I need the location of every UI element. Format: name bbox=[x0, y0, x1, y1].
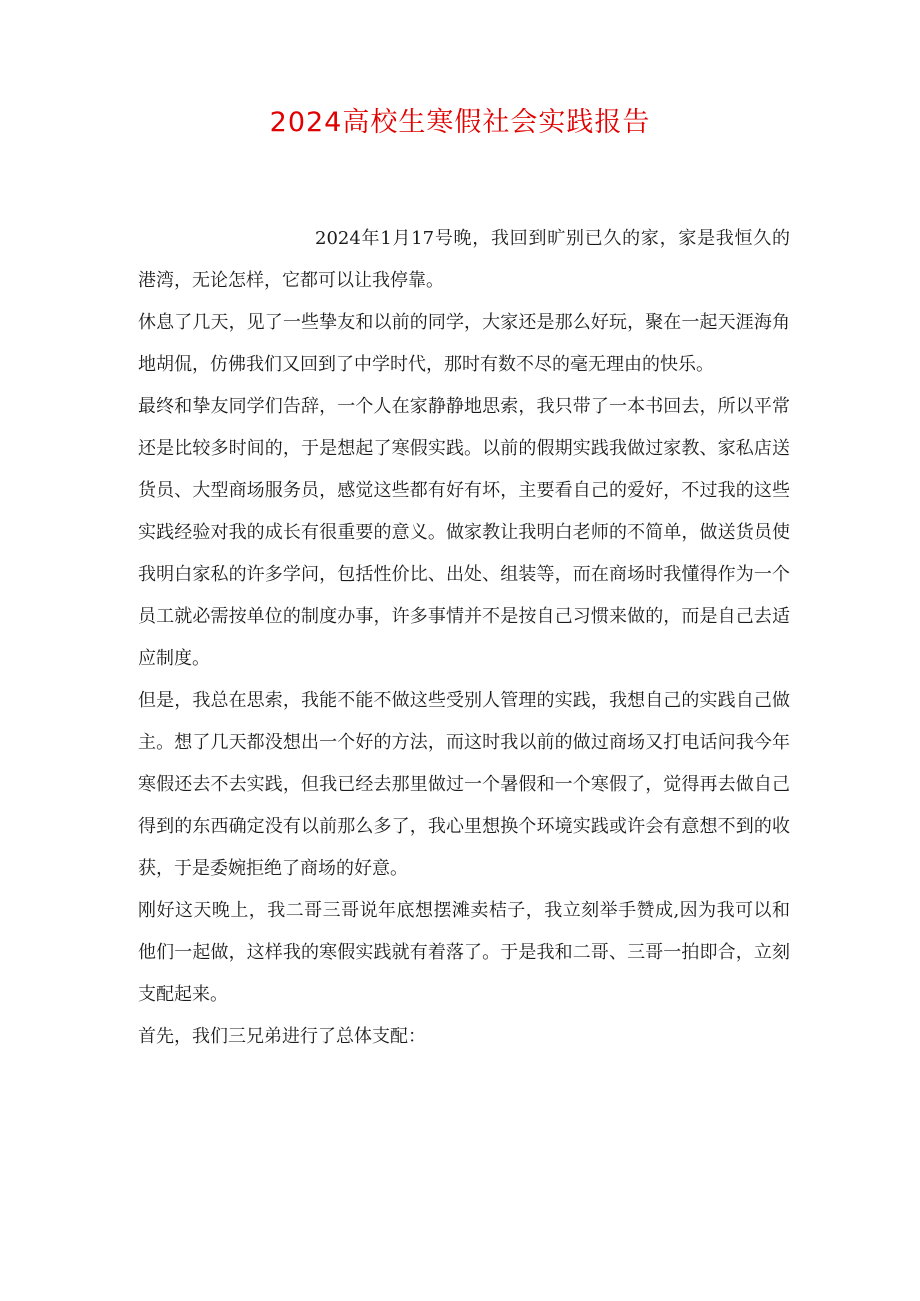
document-body bbox=[138, 218, 790, 1058]
document-title: 2024高校生寒假社会实践报告 bbox=[269, 107, 651, 138]
paragraph-2: 休息了几天，见了一些挚友和以前的同学，大家还是那么好玩，聚在一起天涯海角地胡侃，仿佛我们又回到了中学时代，那时有数不尽的毫无理由的快乐。 bbox=[138, 312, 790, 375]
paragraph-4: 但是，我总在思索，我能不能不做这些受别人管理的实践，我想自己的实践自己做主。想了几天都没想出一个好的方法，而这时我以前的做过商场又打电话问我今年寒假还去不去实践，但我已经去那里做过一个暑假和一个寒假了，觉得再去做自己得到的东西确定没有以前那么多了，我心里想换个环境实践或许会有意想不到的收获，于是委婉拒绝了商场的好意。 bbox=[138, 690, 790, 879]
paragraph-1: 2024年1月17号晚，我回到旷别已久的家，家是我恒久的港湾，无论怎样，它都可以让我停靠。 bbox=[138, 228, 790, 291]
paragraph-6: 首先，我们三兄弟进行了总体支配： bbox=[138, 1026, 426, 1047]
paragraph-3: 最终和挚友同学们告辞，一个人在家静静地思索，我只带了一本书回去，所以平常还是比较多时间的，于是想起了寒假实践。以前的假期实践我做过家教、家私店送货员、大型商场服务员，感觉这些都有好有坏，主要看自己的爱好，不过我的这些实践经验对我的成长有很重要的意义。做家教让我明白老师的不简单，做送货员使我明白家私的许多学问，包括性价比、出处、组装等，而在商场时我懂得作为一个员工就必需按单位的制度办事，许多事情并不是按自己习惯来做的，而是自己去适应制度。 bbox=[138, 396, 790, 669]
paragraph-5: 刚好这天晚上，我二哥三哥说年底想摆滩卖桔子，我立刻举手赞成,因为我可以和他们一起做，这样我的寒假实践就有着落了。于是我和二哥、三哥一拍即合，立刻支配起来。 bbox=[138, 900, 790, 1005]
